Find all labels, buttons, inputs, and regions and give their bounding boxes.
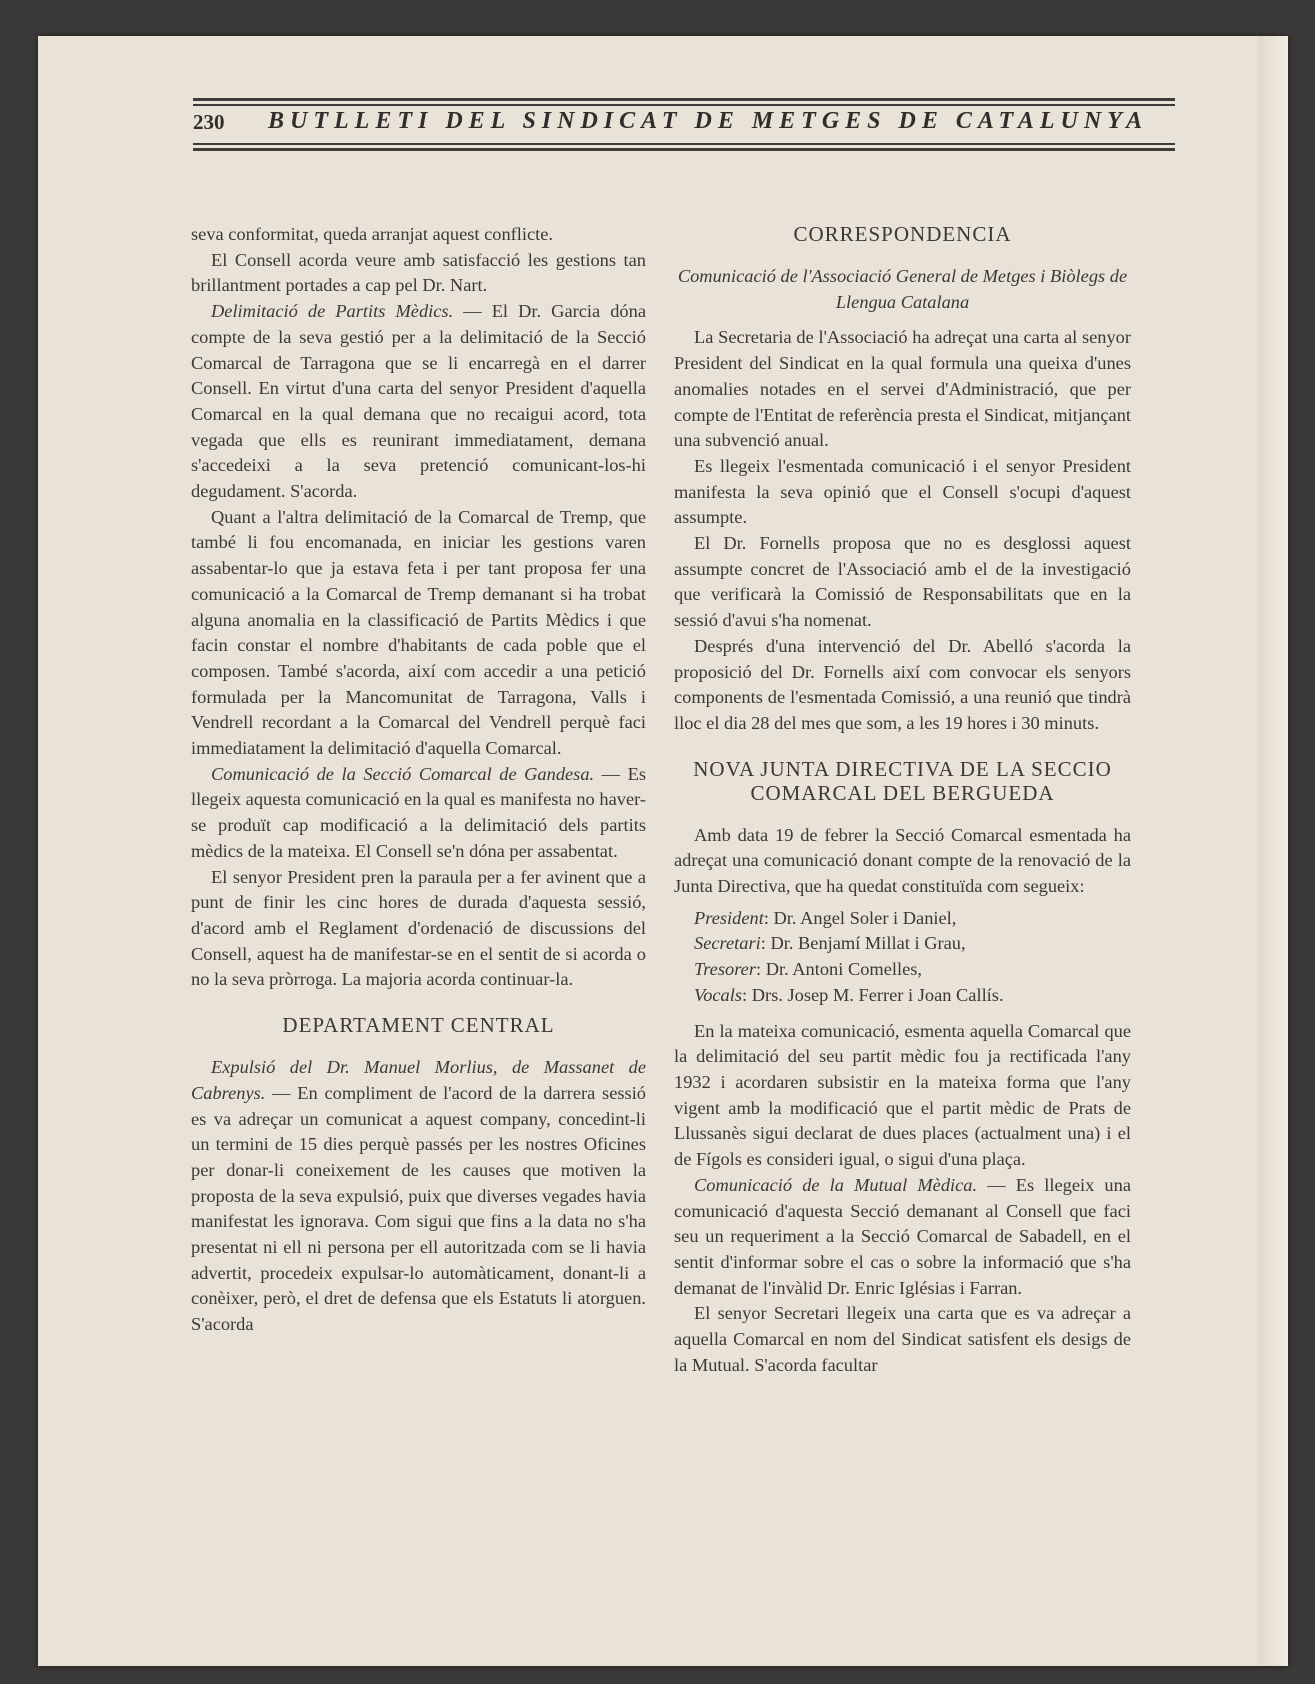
board-name: : Dr. Angel Soler i Daniel, xyxy=(763,907,957,928)
paragraph xyxy=(191,299,646,505)
paragraph-heading: Expulsió del Dr. Manuel Morlius, de Massanet de Cabrenys. xyxy=(191,1057,646,1103)
page-edge xyxy=(1258,36,1288,1666)
paragraph xyxy=(191,1055,646,1338)
board-role: Vocals xyxy=(694,984,743,1005)
paragraph: La Secretaria de l'Associació ha adreçat una carta al senyor President del Sindicat en la qual formula una queixa d'unes anomalies notades en el servei d'Administració, que per compte de l'Entitat de referència presta el Sindicat, mitjançant una subvenció anual. xyxy=(674,327,1131,451)
paragraph: Quant a l'altra delimitació de la Comarcal de Tremp, que també li fou encomanada, en iniciar les gestions varen assabentar-lo que ja estava feta i per tant proposa fer una comunicació a la Comarcal de Tremp demanant si ha trobat alguna anomalia en la classificació de Partits Mèdics i que facin constar el nombre d'habitants de cada poble que el composen. També s'acorda, així com accedir a una petició formulada per la Mancomunitat de Tarragona, Valls i Vendrell recordant a la Comarcal del Vendrell perquè faci immediatament la delimitació d'aquella Comarcal. xyxy=(191,506,646,759)
paragraph xyxy=(191,762,646,865)
paragraph: El Consell acorda veure amb satisfacció les gestions tan brillantment portades a cap pel Dr. Nart. xyxy=(191,249,646,296)
paragraph-text: — El Dr. Garcia dóna compte de la seva gestió per a la delimitació de la Secció Comarcal de Tarragona que se li encarregà en el darrer Consell. En virtut d'una carta del senyor President d'aquella Comarcal en la qual demana que no recaigui acord, tota vegada que ells es reunirant immediatament, demana s'accedeixi a la seva pretenció comunicant-los-hi degudament. S'acorda. xyxy=(191,301,646,502)
right-column xyxy=(674,222,1131,1378)
header-rule-top-thin xyxy=(193,104,1175,106)
paragraph: Després d'una intervenció del Dr. Abelló s'acorda la proposició del Dr. Fornells així com convocar els senyors components de l'esmentada Comissió, a una reunió que tindrà lloc el dia 28 del mes que som, a les 19 hores i 30 minuts. xyxy=(674,635,1131,733)
paragraph-heading: Delimitació de Partits Mèdics. xyxy=(211,301,454,322)
board-role: Secretari xyxy=(694,933,761,954)
journal-title: BUTLLETI DEL SINDICAT DE METGES DE CATALUNYA xyxy=(268,108,1149,134)
board-member xyxy=(694,906,1131,932)
paragraph-heading: Comunicació de la Secció Comarcal de Gandesa. xyxy=(211,763,595,784)
left-column xyxy=(191,222,646,1338)
subsection-heading: Comunicació de l'Associació General de Metges i Biòlegs de Llengua Catalana xyxy=(677,266,1128,312)
paragraph: Es llegeix l'esmentada comunicació i el senyor President manifesta la seva opinió que el Consell s'ocupi d'aquest assumpte. xyxy=(674,455,1131,528)
paragraph-text: — Es llegeix aquesta comunicació en la qual es manifesta no haver-se produït cap modificació a la delimitació dels partits mèdics de la mateixa. El Consell se'n dóna per assabentat. xyxy=(191,763,646,861)
paragraph: El Dr. Fornells proposa que no es desglossi aquest assumpte concret de l'Associació amb el de la investigació que verificarà la Comissió de Responsabilitats que en la sessió d'avui s'ha nomenat. xyxy=(674,533,1131,631)
board-role: Tresorer xyxy=(694,959,756,980)
header-rule-bottom xyxy=(193,148,1175,151)
board-name: : Dr. Benjamí Millat i Grau, xyxy=(760,933,966,954)
board-name: : Dr. Antoni Comelles, xyxy=(756,959,923,980)
paragraph xyxy=(674,1173,1131,1302)
running-header xyxy=(193,98,1175,190)
paragraph: En la mateixa comunicació, esmenta aquella Comarcal que la delimitació del seu partit mèdic fou ja rectificada l'any 1932 i acordaren subsistir en la mateixa forma que l'any vigent amb la modificació que el partit mèdic de Prats de Llussanès sigui declarat de dues places (actualment una) i el de Fígols es consideri igual, o sigui d'una plaça. xyxy=(674,1020,1131,1170)
paragraph-text: — En compliment de l'acord de la darrera sessió es va adreçar un comunicat a aquest company, concedint-li un termini de 15 dies perquè passés per les nostres Oficines per donar-li coneixement de les causes que motiven la proposta de la seva expulsió, puix que diverses vegades havia manifestat les ignorava. Com sigui que fins a la data no s'ha presentat ni ell ni persona per ell autoritzada com se li havia advertit, procedeix expulsar-lo automàticament, donant-li a conèixer, però, el dret de defensa que els Estatuts li atorguen. S'acorda xyxy=(191,1082,646,1335)
board-role: President xyxy=(694,907,764,928)
section-heading: CORRESPONDENCIA xyxy=(793,222,1012,246)
board-member xyxy=(694,957,1131,983)
paragraph: Amb data 19 de febrer la Secció Comarcal esmentada ha adreçat una comunicació donant compte de la renovació de la Junta Directiva, que ha quedat constituïda com segueix: xyxy=(674,824,1131,897)
section-heading: NOVA JUNTA DIRECTIVA DE LA SECCIO COMARCAL DEL BERGUEDA xyxy=(693,756,1112,805)
board-list xyxy=(694,906,1131,1009)
board-member xyxy=(694,983,1131,1009)
header-rule-bottom-thin xyxy=(193,143,1175,145)
section-heading: DEPARTAMENT CENTRAL xyxy=(282,1013,555,1038)
header-rule-top xyxy=(193,98,1175,101)
page-number: 230 xyxy=(193,110,225,134)
board-member xyxy=(694,931,1131,957)
paragraph: seva conformitat, queda arranjat aquest conflicte. xyxy=(191,224,554,244)
paragraph-text: — Es llegeix una comunicació d'aquesta Secció demanant al Consell que faci seu un requeriment a la Secció Comarcal de Sabadell, en el sentit d'informar sobre el cas o sobre la informació que s'ha demanat de l'invàlid Dr. Enric Iglésias i Farran. xyxy=(674,1174,1131,1298)
paragraph: El senyor President pren la paraula per a fer avinent que a punt de finir les cinc hores de durada d'aquesta sessió, d'acord amb el Reglament d'ordenació de discussions del Consell, aquest ha de manifestar-se en el sentit de si acorda o no la seva pròrroga. La majoria acorda continuar-la. xyxy=(191,866,646,990)
paragraph-heading: Comunicació de la Mutual Mèdica. xyxy=(694,1174,978,1195)
board-name: : Drs. Josep M. Ferrer i Joan Callís. xyxy=(742,984,1004,1005)
paragraph: El senyor Secretari llegeix una carta que es va adreçar a aquella Comarcal en nom del Sindicat satisfent els desigs de la Mutual. S'acorda facultar xyxy=(674,1303,1131,1375)
